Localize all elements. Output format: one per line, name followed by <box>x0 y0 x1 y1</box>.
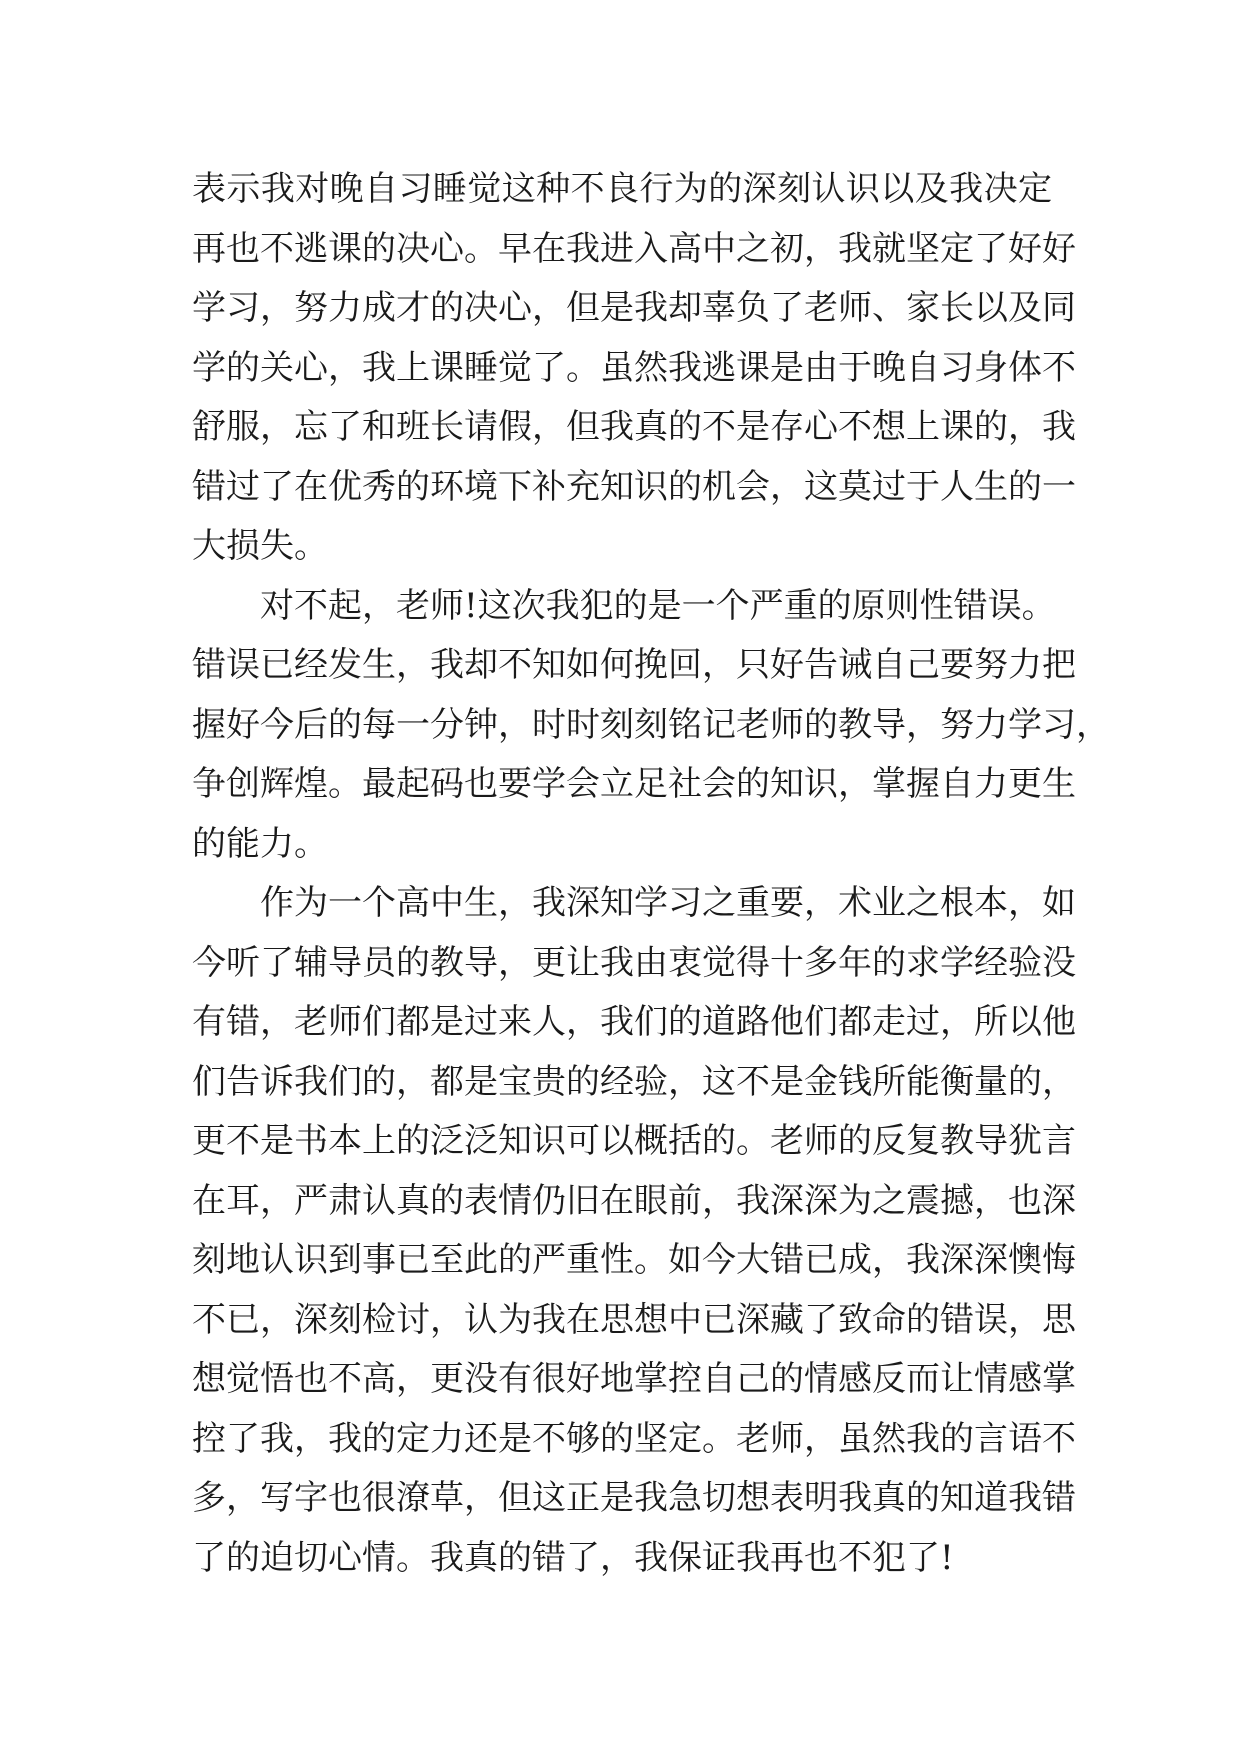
text-line: 表示我对晚自习睡觉这种不良行为的深刻认识以及我决定 <box>192 169 1052 209</box>
text-line: 大损失。 <box>192 526 328 566</box>
text-line: 舒服，忘了和班长请假，但我真的不是存心不想上课的，我 <box>192 407 1076 447</box>
text-line: 错过了在优秀的环境下补充知识的机会，这莫过于人生的一 <box>192 466 1076 507</box>
text-line: 想觉悟也不高，更没有很好地掌控自己的情感反而让情感掌 <box>192 1359 1076 1399</box>
paragraph-3 <box>192 874 1076 1588</box>
text-line: 更不是书本上的泛泛知识可以概括的。老师的反复教导犹言 <box>192 1121 1076 1161</box>
text-line: 今听了辅导员的教导，更让我由衷觉得十多年的求学经验没 <box>192 942 1076 983</box>
text-line: 再也不逃课的决心。早在我进入高中之初，我就坚定了好好 <box>192 228 1076 269</box>
document-body <box>192 160 1110 1588</box>
text-line: 了的迫切心情。我真的错了，我保证我再也不犯了! <box>192 1537 954 1578</box>
text-line: 刻地认识到事已至此的严重性。如今大错已成，我深深懊悔 <box>192 1240 1076 1280</box>
paragraph-1 <box>192 160 1076 577</box>
text-line: 握好今后的每一分钟，时时刻刻铭记老师的教导，努力学习， <box>192 704 1110 745</box>
text-line: 学的关心，我上课睡觉了。虽然我逃课是由于晚自习身体不 <box>192 347 1076 388</box>
text-line: 争创辉煌。最起码也要学会立足社会的知识，掌握自力更生 <box>192 764 1076 804</box>
text-line: 控了我，我的定力还是不够的坚定。老师，虽然我的言语不 <box>192 1418 1076 1459</box>
text-line: 错误已经发生，我却不知如何挽回，只好告诫自己要努力把 <box>192 645 1076 685</box>
text-line: 在耳，严肃认真的表情仍旧在眼前，我深深为之震撼，也深 <box>192 1180 1076 1221</box>
text-line: 多，写字也很潦草，但这正是我急切想表明我真的知道我错 <box>192 1478 1076 1518</box>
text-line: 不已，深刻检讨，认为我在思想中已深藏了致命的错误，思 <box>192 1299 1076 1340</box>
text-line: 的能力。 <box>192 823 328 864</box>
paragraph-2 <box>192 577 1110 875</box>
text-line: 有错，老师们都是过来人，我们的道路他们都走过，所以他 <box>192 1002 1076 1042</box>
text-line: 学习，努力成才的决心，但是我却辜负了老师、家长以及同 <box>192 288 1076 328</box>
text-line-indented: 作为一个高中生，我深知学习之重要，术业之根本，如 <box>260 883 1076 923</box>
text-line: 们告诉我们的，都是宝贵的经验，这不是金钱所能衡量的， <box>192 1061 1076 1102</box>
text-line-indented: 对不起，老师!这次我犯的是一个严重的原则性错误。 <box>260 585 1056 626</box>
